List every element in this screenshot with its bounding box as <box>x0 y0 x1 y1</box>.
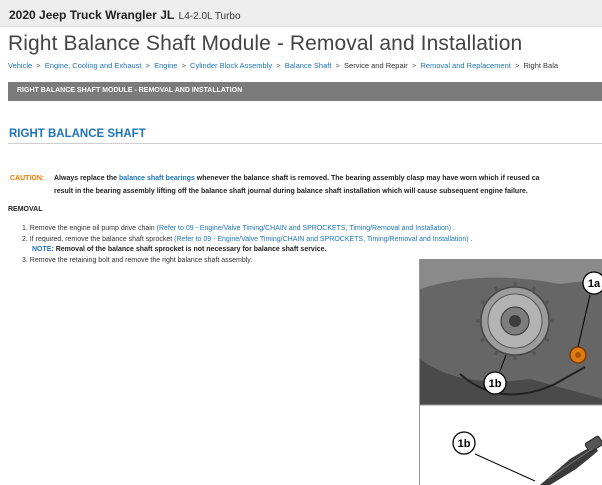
procedure-illustration[interactable] <box>419 259 602 485</box>
step-end: . <box>468 235 473 243</box>
vehicle-name: 2020 Jeep Truck Wrangler JL <box>9 8 175 22</box>
caution-text-post: whenever the balance shaft is removed. The bearing assembly clasp may have worn which if reused ca <box>194 175 540 182</box>
breadcrumb-separator: > <box>411 61 417 70</box>
step-number: 1. <box>22 225 28 232</box>
breadcrumb-separator: > <box>145 61 150 70</box>
breadcrumb-item-engine-cooling-exhaust[interactable]: Engine, Cooling and Exhaust <box>44 61 142 70</box>
section-header-bar: RIGHT BALANCE SHAFT MODULE - REMOVAL AND INSTALLATION <box>8 82 602 101</box>
breadcrumb-separator: > <box>36 61 41 70</box>
breadcrumb-separator: > <box>181 61 186 70</box>
step-text: If required, remove the balance shaft sprocket <box>29 235 175 243</box>
caution-label: CAUTION: <box>10 175 45 182</box>
step-number: 3. <box>22 256 28 264</box>
balance-shaft-bearings-link[interactable]: balance shaft bearings <box>118 175 195 182</box>
breadcrumb-item-cylinder-block[interactable]: Cylinder Block Assembly <box>190 61 273 70</box>
step-1 <box>22 224 472 235</box>
step-text: Remove the engine oil pump drive chain <box>29 225 157 232</box>
breadcrumb-item-service-repair: Service and Repair <box>344 61 408 70</box>
caution-text-line2: result in the bearing assembly lifting off the balance shaft journal during balance shaft installation which will cause subsequent engine failure. <box>54 188 528 195</box>
breadcrumb-separator: > <box>335 61 340 70</box>
step-reference-link[interactable]: (Refer to 09 - Engine/Valve Timing/CHAIN and SPROCKETS, Timing/Removal and Installation) <box>174 235 469 243</box>
breadcrumb-item-vehicle[interactable]: Vehicle <box>8 61 33 70</box>
breadcrumb-item-balance-shaft[interactable]: Balance Shaft <box>284 61 332 70</box>
callout-1a: 1a <box>587 278 601 290</box>
breadcrumb-item-current: Right Bala <box>523 61 559 70</box>
component-title: RIGHT BALANCE SHAFT <box>9 128 146 140</box>
callout-1b: 1b <box>488 378 502 390</box>
note-label: NOTE: <box>32 246 54 253</box>
breadcrumb-separator: > <box>514 61 520 70</box>
note-text: Removal of the balance shaft sprocket is not necessary for balance shaft service. <box>55 246 327 253</box>
engine-spec: L4-2.0L Turbo <box>178 11 241 22</box>
note <box>22 245 472 256</box>
vehicle-header <box>0 0 602 27</box>
removal-heading: REMOVAL <box>8 206 43 213</box>
step-3 <box>22 256 472 267</box>
step-text: Remove the retaining bolt and remove the right balance shaft assembly. <box>29 256 253 264</box>
callout-1b-lower: 1b <box>457 438 471 450</box>
breadcrumb-item-removal-replacement[interactable]: Removal and Replacement <box>420 61 511 70</box>
breadcrumb <box>8 61 558 70</box>
step-2 <box>22 235 472 246</box>
page-title: Right Balance Shaft Module - Removal and Installation <box>8 32 523 55</box>
caution-block <box>10 172 540 198</box>
step-reference-link[interactable]: (Refer to 09 - Engine/Valve Timing/CHAIN and SPROCKETS, Timing/Removal and Installation) <box>156 225 452 232</box>
caution-text-pre: Always replace the <box>54 175 119 182</box>
step-end: . <box>451 225 455 232</box>
breadcrumb-separator: > <box>276 61 281 70</box>
title-divider <box>8 143 602 144</box>
step-number: 2. <box>22 235 28 243</box>
breadcrumb-item-engine[interactable]: Engine <box>154 61 178 70</box>
removal-steps <box>22 224 472 266</box>
